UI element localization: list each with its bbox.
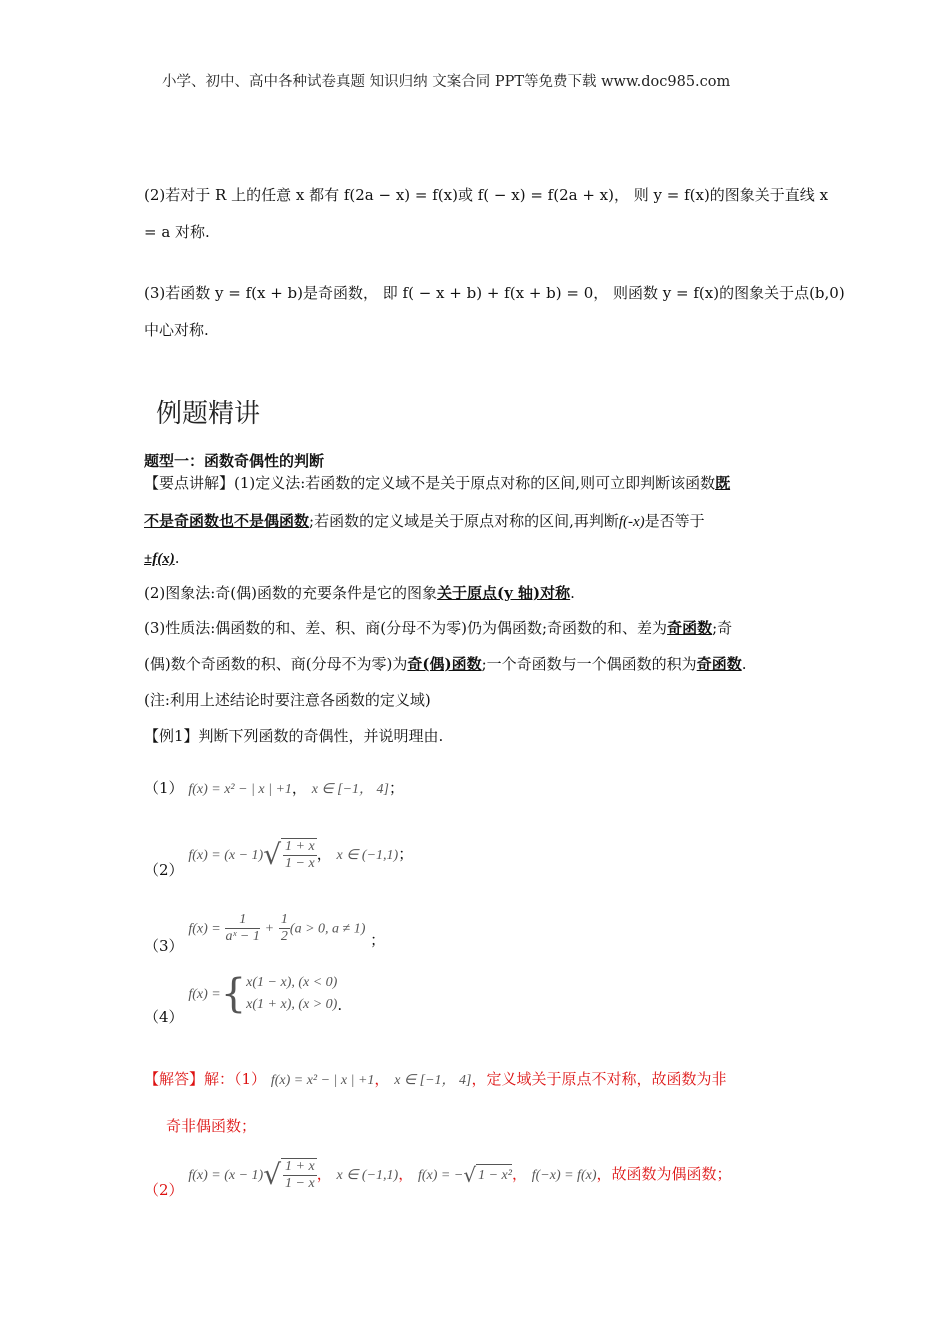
paragraph-3-line1: (3)若函数 y = f(x + b)是奇函数， 即 f( − x + b) + f(x + b) = 0， 则函数 y = f(x)的图象关于点(b,0) bbox=[144, 284, 845, 302]
answer-text: ，故函数为偶函数； bbox=[596, 1165, 732, 1183]
fraction-numerator: 1 + x bbox=[285, 1159, 315, 1174]
key-point-text: . bbox=[741, 655, 747, 673]
formula-domain: x ∈ (−1,1) bbox=[336, 1168, 399, 1183]
piecewise-case: x(1 − x), (x < 0) bbox=[246, 975, 338, 990]
formula: f(x) = − bbox=[418, 1168, 464, 1183]
fraction-numerator: 1 bbox=[225, 912, 259, 929]
key-point-note: (注:利用上述结论时要注意各函数的定义域) bbox=[144, 691, 431, 709]
key-point-text: 是否等于 bbox=[644, 512, 705, 530]
paragraph-2-line2: = a 对称. bbox=[144, 223, 210, 241]
paragraph-3-line2: 中心对称. bbox=[144, 321, 209, 339]
formula: f(x) = (x − 1) bbox=[188, 1168, 264, 1183]
key-point-emphasis: 既 bbox=[715, 474, 731, 492]
key-point-line5 bbox=[144, 617, 732, 639]
formula-domain: x ∈ [−1， 4] bbox=[311, 782, 389, 797]
fraction-numerator: 1 + x bbox=[285, 839, 315, 854]
key-point-emphasis: 奇(偶)函数 bbox=[407, 655, 482, 673]
section-title: 例题精讲 bbox=[156, 399, 261, 429]
question-2: （2） f(x) = (x − 1)√ $\frac{1 + x}{1 - x}$ ， x ∈ (−1,1)； bbox=[144, 838, 414, 879]
question-label: （1） bbox=[144, 779, 184, 797]
piecewise-case: x(1 + x), (x > 0) bbox=[246, 997, 338, 1012]
question-4: （4） f(x) ={ x(1 − x), (x < 0) x(1 + x), (x > 0) . bbox=[144, 971, 343, 1026]
question-label: （4） bbox=[144, 1008, 184, 1026]
key-point-line6 bbox=[144, 653, 746, 675]
punctuation: ； bbox=[398, 845, 414, 863]
question-label: （3） bbox=[144, 936, 184, 955]
fraction-denominator: 1 − x bbox=[285, 856, 315, 871]
key-point-text: 【要点讲解】(1)定义法:若函数的定义域不是关于原点对称的区间,则可立即判断该函数 bbox=[144, 474, 716, 492]
formula-condition: (a > 0, a ≠ 1) bbox=[289, 921, 366, 937]
key-point-line2 bbox=[144, 510, 705, 533]
formula: f(x) = x² − | x | +1 bbox=[270, 1073, 375, 1088]
key-point-text: . bbox=[174, 549, 180, 567]
key-point-emphasis: 关于原点(y 轴)对称 bbox=[437, 584, 571, 602]
key-point-text: ;若函数的定义域是关于原点对称的区间,再判断 bbox=[309, 512, 619, 530]
answer-1: 【解答】解：（1） f(x) = x² − | x | +1， x ∈ [−1， 4]，定义域关于原点不对称，故函数为非 bbox=[144, 1070, 727, 1088]
key-point-emphasis: 不是奇函数也不是偶函数 bbox=[144, 512, 310, 530]
punctuation: ； bbox=[370, 930, 386, 949]
key-point-text: (2)图象法:奇(偶)函数的充要条件是它的图象 bbox=[144, 584, 438, 602]
formula: f(−x) = f(x) bbox=[531, 1168, 597, 1183]
formula-domain: x ∈ (−1,1) bbox=[336, 848, 399, 863]
question-1: （1） f(x) = x² − | x | +1， x ∈ [−1， 4]； bbox=[144, 779, 404, 797]
answer-2: （2） f(x) = (x − 1)√ $\frac{1 + x}{1 - x}$ ， x ∈ (−1,1)， f(x) = −√ 1 − x²， f(−x) = f(x)，故函数为偶函数； bbox=[144, 1158, 732, 1199]
operator: + bbox=[264, 921, 275, 937]
key-point-text: . bbox=[570, 584, 575, 602]
key-point-text: ;奇 bbox=[712, 619, 733, 637]
example-1-title: 【例1】判断下列函数的奇偶性，并说明理由. bbox=[144, 727, 444, 745]
formula: f(x) = (x − 1) bbox=[188, 848, 264, 863]
type-title: 题型一：函数奇偶性的判断 bbox=[144, 452, 325, 470]
answer-tag: 【解答】解：（1） bbox=[144, 1070, 267, 1088]
answer-1-cont: 奇非偶函数； bbox=[166, 1117, 257, 1135]
formula: f(x) = x² − | x | +1 bbox=[188, 782, 292, 797]
key-point-emphasis: 奇函数 bbox=[667, 619, 713, 637]
key-point-text: (偶)数个奇函数的积、商(分母不为零)为 bbox=[144, 655, 408, 673]
answer-text: ，定义域关于原点不对称，故函数为非 bbox=[471, 1070, 727, 1088]
key-point-line3 bbox=[144, 547, 180, 570]
key-point-emphasis: 奇函数 bbox=[696, 655, 742, 673]
fraction-denominator: 2 bbox=[280, 929, 288, 944]
key-point-emphasis: ±f(x) bbox=[144, 551, 175, 567]
math-inline: f(-x) bbox=[618, 514, 645, 530]
fraction-denominator: 1 − x bbox=[285, 1176, 315, 1191]
formula: f(x) = bbox=[188, 987, 221, 1002]
fraction-denominator: aˣ − 1 bbox=[225, 929, 260, 944]
radicand: 1 − x² bbox=[476, 1164, 512, 1187]
question-label: （2） bbox=[144, 861, 184, 879]
key-point-text: ;一个奇函数与一个偶函数的积为 bbox=[481, 655, 697, 673]
question-3 bbox=[144, 912, 386, 955]
fraction-numerator: 1 bbox=[280, 912, 288, 927]
formula: f(x) = bbox=[188, 921, 221, 937]
key-point-text: (3)性质法:偶函数的和、差、积、商(分母不为零)仍为偶函数;奇函数的和、差为 bbox=[144, 619, 668, 637]
punctuation: ； bbox=[388, 779, 404, 797]
page-header: 小学、初中、高中各种试卷真题 知识归纳 文案合同 PPT等免费下载 www.doc985.com bbox=[162, 74, 731, 90]
key-point-line1 bbox=[144, 472, 730, 494]
formula-domain: x ∈ [−1， 4] bbox=[394, 1073, 472, 1088]
paragraph-2-line1: (2)若对于 R 上的任意 x 都有 f(2a − x) = f(x)或 f( − x) = f(2a + x)， 则 y = f(x)的图象关于直线 x bbox=[144, 186, 829, 204]
key-point-line4 bbox=[144, 582, 575, 604]
punctuation: . bbox=[337, 996, 343, 1014]
answer-label: （2） bbox=[144, 1181, 184, 1199]
